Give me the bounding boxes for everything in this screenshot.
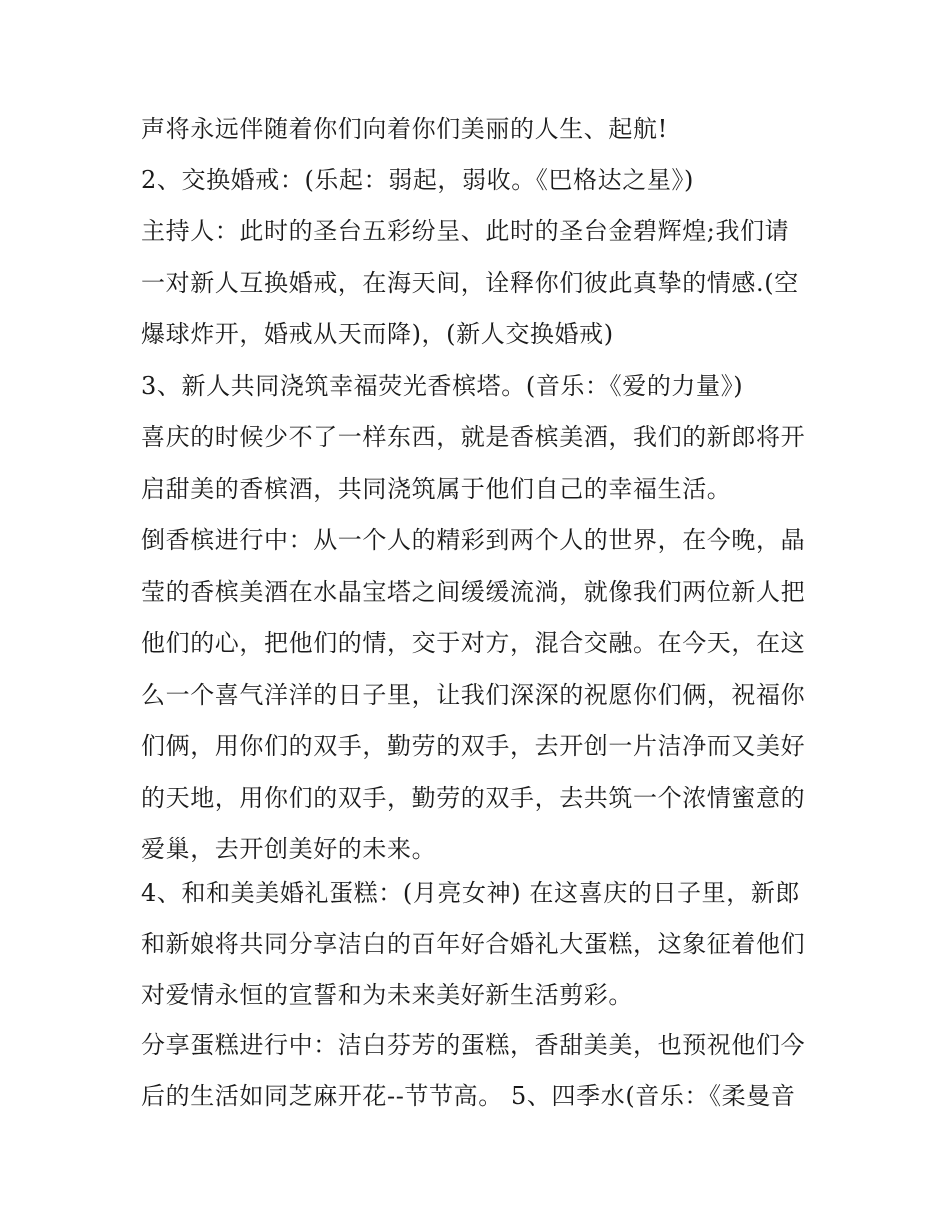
text-line: 后的生活如同芝麻开花--节节高。 5、四季水(音乐：《柔曼音: [141, 1082, 796, 1110]
section-heading: 2、交换婚戒：(乐起：弱起，弱收。《巴格达之星》): [141, 166, 694, 194]
text-line: 爆球炸开，婚戒从天而降)，(新人交换婚戒): [141, 320, 614, 348]
text-line: 爱巢，去开创美好的未来。: [141, 835, 437, 863]
text-line: 倒香槟进行中：从一个人的精彩到两个人的世界，在今晚，晶: [141, 526, 806, 554]
text-line: 启甜美的香槟酒，共同浇筑属于他们自己的幸福生活。: [141, 475, 732, 503]
text-line: 主持人：此时的圣台五彩纷呈、此时的圣台金碧辉煌;我们请: [141, 217, 790, 245]
text-line: 对爱情永恒的宣誓和为未来美好新生活剪彩。: [141, 981, 633, 1009]
text-line: 么一个喜气洋洋的日子里，让我们深深的祝愿你们俩，祝福你: [141, 681, 806, 709]
section-heading: 4、和和美美婚礼蛋糕：(月亮女神) 在这喜庆的日子里，新郎: [141, 879, 801, 907]
text-line: 分享蛋糕进行中：洁白芬芳的蛋糕，香甜美美，也预祝他们今: [141, 1031, 806, 1059]
text-line: 他们的心，把他们的情，交于对方，混合交融。在今天，在这: [141, 629, 806, 657]
section-heading: 3、新人共同浇筑幸福荧光香槟塔。(音乐：《爱的力量》): [141, 372, 744, 400]
text-line: 一对新人互换婚戒，在海天间，诠释你们彼此真挚的情感.(空: [141, 269, 799, 297]
text-line: 们俩，用你们的双手，勤劳的双手，去开创一片洁净而又美好: [141, 732, 806, 760]
text-line: 声将永远伴随着你们向着你们美丽的人生、起航!: [141, 115, 668, 143]
text-line: 的天地，用你们的双手，勤劳的双手，去共筑一个浓情蜜意的: [141, 784, 806, 812]
text-line: 喜庆的时候少不了一样东西，就是香槟美酒，我们的新郎将开: [141, 423, 806, 451]
text-line: 莹的香槟美酒在水晶宝塔之间缓缓流淌，就像我们两位新人把: [141, 578, 806, 606]
text-line: 和新娘将共同分享洁白的百年好合婚礼大蛋糕，这象征着他们: [141, 930, 806, 958]
